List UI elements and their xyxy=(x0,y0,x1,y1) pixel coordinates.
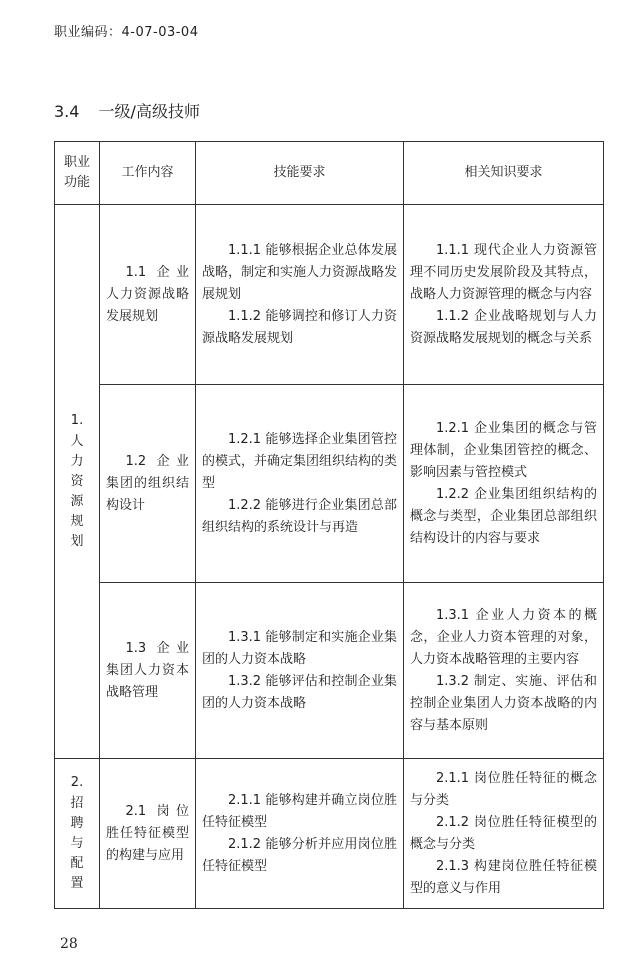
header-knowledge-requirements: 相关知识要求 xyxy=(404,142,604,205)
table-row xyxy=(55,385,604,583)
function-name: 人力资源规划 xyxy=(70,434,84,549)
knowledge-item: 2.1.1 岗位胜任特征的概念与分类 xyxy=(410,770,597,808)
knowledge-item: 2.1.2 岗位胜任特征模型的概念与分类 xyxy=(410,814,597,852)
skill-item: 1.3.1 能够制定和实施企业集团的人力资本战略 xyxy=(202,629,397,667)
skill-item: 1.2.2 能够进行企业集团总部组织结构的系统设计与再造 xyxy=(202,497,397,535)
function-name: 招聘与配置 xyxy=(70,796,84,891)
section-number: 3.4 xyxy=(54,102,80,121)
section-heading xyxy=(54,99,200,122)
function-cell xyxy=(55,205,100,759)
work-content-cell xyxy=(100,385,196,583)
header-function: 职业 功能 xyxy=(55,142,100,205)
table-row xyxy=(55,583,604,759)
knowledge-item: 1.1.1 现代企业人力资源管理不同历史发展阶段及其特点，战略人力资源管理的概念与内容 xyxy=(410,242,597,302)
skill-item: 1.2.1 能够选择企业集团管控的模式，并确定集团组织结构的类型 xyxy=(202,431,398,491)
work-content-cell xyxy=(100,759,196,909)
section-title: 一级/高级技师 xyxy=(98,102,200,121)
knowledge-item: 1.3.2 制定、实施、评估和控制企业集团人力资本战略的内容与基本原则 xyxy=(410,673,597,733)
knowledge-item: 1.2.2 企业集团组织结构的概念与类型，企业集团总部组织结构设计的内容与要求 xyxy=(410,486,597,546)
table-row xyxy=(55,205,604,385)
skill-cell xyxy=(196,583,404,759)
knowledge-cell xyxy=(404,205,604,385)
work-content-cell xyxy=(100,205,196,385)
function-cell xyxy=(55,759,100,909)
work-content-text: 1.2 企业集团的组织结构设计 xyxy=(106,453,189,513)
work-content-cell xyxy=(100,583,196,759)
skill-item: 1.1.2 能够调控和修订人力资源战略发展规划 xyxy=(202,308,397,346)
skill-item: 2.1.1 能够构建并确立岗位胜任特征模型 xyxy=(202,792,397,830)
knowledge-item: 2.1.3 构建岗位胜任特征模型的意义与作用 xyxy=(410,858,597,896)
skill-item: 1.1.1 能够根据企业总体发展战略，制定和实施人力资源战略发展规划 xyxy=(202,242,398,302)
function-number: 2. xyxy=(70,775,84,790)
work-content-text: 1.3 企业集团人力资本战略管理 xyxy=(106,640,189,700)
page-number: 28 xyxy=(60,936,78,952)
skill-item: 2.1.2 能够分析并应用岗位胜任特征模型 xyxy=(202,836,397,874)
table-row xyxy=(55,759,604,909)
knowledge-item: 1.2.1 企业集团的概念与管理体制，企业集团管控的概念、影响因素与管控模式 xyxy=(410,420,597,480)
knowledge-item: 1.1.2 企业战略规划与人力资源战略发展规划的概念与关系 xyxy=(410,308,597,346)
work-content-text: 2.1 岗位胜任特征模型的构建与应用 xyxy=(106,803,189,863)
knowledge-cell xyxy=(404,385,604,583)
skill-cell xyxy=(196,385,404,583)
occupation-code: 职业编码：4-07-03-04 xyxy=(54,25,199,40)
header-work-content: 工作内容 xyxy=(100,142,196,205)
knowledge-cell xyxy=(404,759,604,909)
skill-cell xyxy=(196,205,404,385)
knowledge-cell xyxy=(404,583,604,759)
function-number: 1. xyxy=(70,413,84,428)
skills-table xyxy=(54,141,604,909)
skill-item: 1.3.2 能够评估和控制企业集团的人力资本战略 xyxy=(202,673,397,711)
table-header-row xyxy=(55,142,604,205)
skill-cell xyxy=(196,759,404,909)
knowledge-item: 1.3.1 企业人力资本的概念，企业人力资本管理的对象，人力资本战略管理的主要内容 xyxy=(410,607,597,667)
header-skill-requirements: 技能要求 xyxy=(196,142,404,205)
work-content-text: 1.1 企业人力资源战略发展规划 xyxy=(106,264,189,324)
